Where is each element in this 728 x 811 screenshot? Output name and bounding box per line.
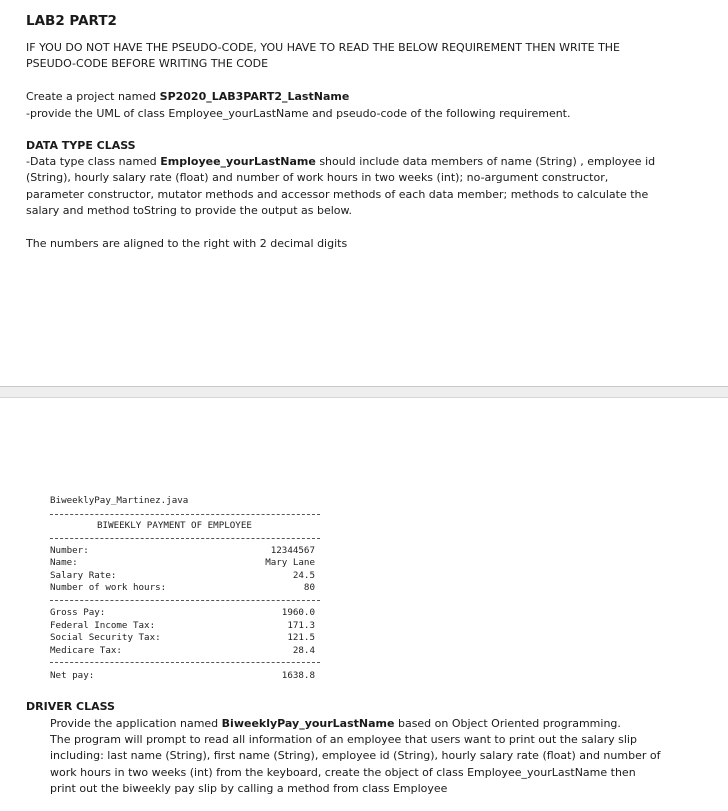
output-divider (50, 514, 320, 515)
provide-uml-line: -provide the UML of class Employee_yourLastName and pseudo-code of the following requirement. (26, 107, 571, 120)
document-page-1 (0, 0, 728, 386)
application-name: BiweeklyPay_yourLastName (221, 717, 395, 730)
output-value: 80 (303, 582, 315, 593)
create-project-prefix: Create a project named (26, 90, 160, 103)
output-label: Number of work hours: (50, 582, 167, 593)
driver-line-5: print out the biweekly pay slip by calling a method from class Employee (50, 782, 448, 795)
class-name: Employee_yourLastName (160, 155, 316, 168)
output-value: Mary Lane (265, 557, 315, 568)
output-filename: BiweeklyPay_Martinez.java (50, 495, 189, 506)
output-label: Medicare Tax: (50, 645, 122, 656)
output-divider (50, 662, 320, 663)
doc-title: LAB2 PART2 (26, 13, 117, 29)
output-divider (50, 600, 320, 601)
output-label: Gross Pay: (50, 607, 106, 618)
dtc-line-2: (String), hourly salary rate (float) and number of work hours in two weeks (int); no-argument constructor, (26, 171, 609, 184)
project-name: SP2020_LAB3PART2_LastName (159, 90, 350, 103)
driver-line-2: The program will prompt to read all information of an employee that users want to print out the salary slip (50, 733, 637, 746)
driver-line-1: Provide the application named BiweeklyPay_yourLastName based on Object Oriented programming. (50, 717, 621, 730)
dtc-line-3: parameter constructor, mutator methods and accessor methods of each data member; methods to calculate the (26, 188, 649, 201)
dtc-line-4: salary and method toString to provide the output as below. (26, 204, 352, 217)
driver-line-4: work hours in two weeks (int) from the keyboard, create the object of class Employee_yourLastName then (50, 766, 636, 779)
driver-class-heading: DRIVER CLASS (26, 700, 115, 713)
data-type-class-heading: DATA TYPE CLASS (26, 139, 136, 152)
output-value: 12344567 (270, 545, 315, 556)
output-label: Number: (50, 545, 89, 556)
output-label: Social Security Tax: (50, 632, 161, 643)
output-value: 24.5 (292, 570, 315, 581)
intro-line-2: PSEUDO-CODE BEFORE WRITING THE CODE (26, 57, 269, 70)
output-label: Name: (50, 557, 78, 568)
dtc-line-1: -Data type class named Employee_yourLastName should include data members of name (String) , employee id (26, 155, 656, 168)
intro-line-1: IF YOU DO NOT HAVE THE PSEUDO-CODE, YOU HAVE TO READ THE BELOW REQUIREMENT THEN WRITE THE (26, 41, 621, 54)
output-value: 121.5 (287, 632, 315, 643)
create-project-line (26, 89, 349, 104)
document-page-2 (0, 398, 728, 811)
numbers-note: The numbers are aligned to the right with 2 decimal digits (26, 237, 348, 250)
page-break (0, 386, 728, 398)
output-divider (50, 538, 320, 539)
output-heading: BIWEEKLY PAYMENT OF EMPLOYEE (97, 520, 252, 531)
output-label: Salary Rate: (50, 570, 117, 581)
driver-line-3: including: last name (String), first name (String), employee id (String), hourly salary rate (float) and number of (50, 749, 661, 762)
output-value: 171.3 (287, 620, 315, 631)
output-value: 1960.0 (281, 607, 315, 618)
output-label: Federal Income Tax: (50, 620, 156, 631)
output-value: 28.4 (292, 645, 315, 656)
output-net-value: 1638.8 (281, 670, 315, 681)
output-net-label: Net pay: (50, 670, 95, 681)
